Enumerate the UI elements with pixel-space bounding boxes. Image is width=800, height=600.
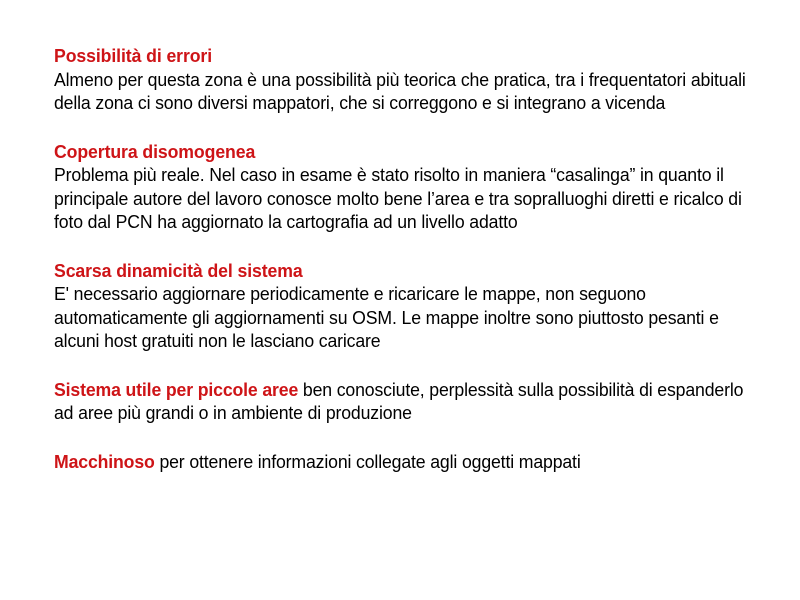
block-rest-sistema-utile-per-piccole-aree: ben conosciute, perplessità sulla possibilità di espanderlo ad aree più grandi o in ambiente di produzione <box>54 378 744 423</box>
block-heading-possibilita-di-errori: Possibilità di errori <box>54 45 213 66</box>
block-body-possibilita-di-errori: Almeno per questa zona è una possibilità più teorica che pratica, tra i frequentatori abituali della zona ci sono diversi mappatori, che si correggono e si integrano a vicenda <box>54 68 746 113</box>
block-heading-copertura-disomogenea: Copertura disomogenea <box>54 140 256 162</box>
block-lead-sistema-utile-per-piccole-aree: Sistema utile per piccole aree <box>54 378 299 400</box>
block-body-copertura-disomogenea: Problema più reale. Nel caso in esame è stato risolto in maniera “casalinga” in quanto il principale autore del lavoro conosce molto bene l’area e tra sopralluoghi diretti e ricalco di foto dal PCN ha aggiornato la cartografia ad un livello adatto <box>54 164 742 232</box>
block-body-scarsa-dinamicita-del-sistema: E' necessario aggiornare periodicamente e ricaricare le mappe, non seguono automaticamente gli aggiornamenti su OSM. Le mappe inoltre sono piuttosto pesanti e alcuni host gratuiti non le lasciano caricare <box>54 283 719 351</box>
block-heading-scarsa-dinamicita-del-sistema: Scarsa dinamicità del sistema <box>54 259 303 281</box>
slide-body-content <box>54 44 758 473</box>
bullet-block-copertura-disomogenea <box>54 140 758 234</box>
bullet-block-possibilita-di-errori <box>54 44 758 115</box>
bullet-block-scarsa-dinamicita-del-sistema <box>54 259 758 353</box>
block-lead-macchinoso: Macchinoso <box>54 450 155 472</box>
bullet-block-macchinoso <box>54 450 758 474</box>
block-rest-macchinoso: per ottenere informazioni collegate agli oggetti mappati <box>154 450 581 472</box>
bullet-block-sistema-utile-per-piccole-aree <box>54 378 758 425</box>
